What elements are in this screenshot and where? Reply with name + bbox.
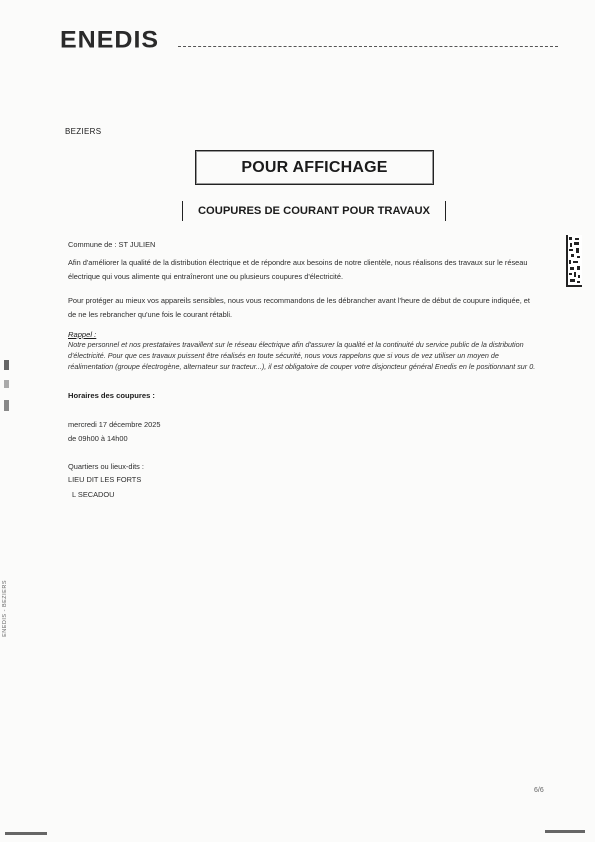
rappel-title: Rappel : xyxy=(68,330,97,339)
title-box: POUR AFFICHAGE xyxy=(195,150,434,185)
rappel-text: Notre personnel et nos prestataires travaillent sur le réseau électrique afin d'assurer la qualité et la continuité du service public de la distribution d'électricité. Pour que ces travaux puissent être réalisés en toute sécurité, nous vous rappelons que si vous de vez utiliser un moyen de réalimentation (groupe électrogène, alternateur sur tracteur...), il est obligatoire de couper votre disjoncteur général Enedis en le positionnant sur 0. xyxy=(68,340,536,372)
scan-mark xyxy=(4,360,9,370)
page-number: 6/6 xyxy=(534,787,544,794)
outage-date: mercredi 17 décembre 2025 xyxy=(68,420,161,429)
paragraph-protect: Pour protéger au mieux vos appareils sensibles, nous vous recommandons de les débrancher avant l'heure de début de coupure indiquée, et de ne les rebrancher qu'une fois le courant rétabli. xyxy=(68,296,530,319)
quartiers-title: Quartiers ou lieux-dits : xyxy=(68,462,144,471)
lieu-dit-item: L SECADOU xyxy=(72,490,115,499)
outage-time: de 09h00 à 14h00 xyxy=(68,434,128,443)
scan-mark xyxy=(4,400,9,411)
header-rule xyxy=(178,46,558,47)
scan-edge xyxy=(5,832,47,835)
paragraph-intro: Afin d'améliorer la qualité de la distribution électrique et de répondre aux besoins de notre clientèle, nous réalisons des travaux sur le réseau électrique qui vous alimente qui entraîneront une ou plusieurs coupures d'électricité. xyxy=(68,258,528,281)
horaires-title: Horaires des coupures : xyxy=(68,391,155,400)
side-tag: ENEDIS - BEZIERS xyxy=(2,580,8,637)
subtitle-box: COUPURES DE COURANT POUR TRAVAUX xyxy=(182,201,446,221)
datamatrix-code xyxy=(566,235,582,287)
scan-mark xyxy=(4,380,9,388)
commune-line: Commune de : ST JULIEN xyxy=(68,240,156,249)
lieu-dit-item: LIEU DIT LES FORTS xyxy=(68,475,142,484)
city-label: BEZIERS xyxy=(65,127,102,136)
enedis-logo: ENEDIS xyxy=(60,26,160,54)
scan-edge xyxy=(545,830,585,833)
